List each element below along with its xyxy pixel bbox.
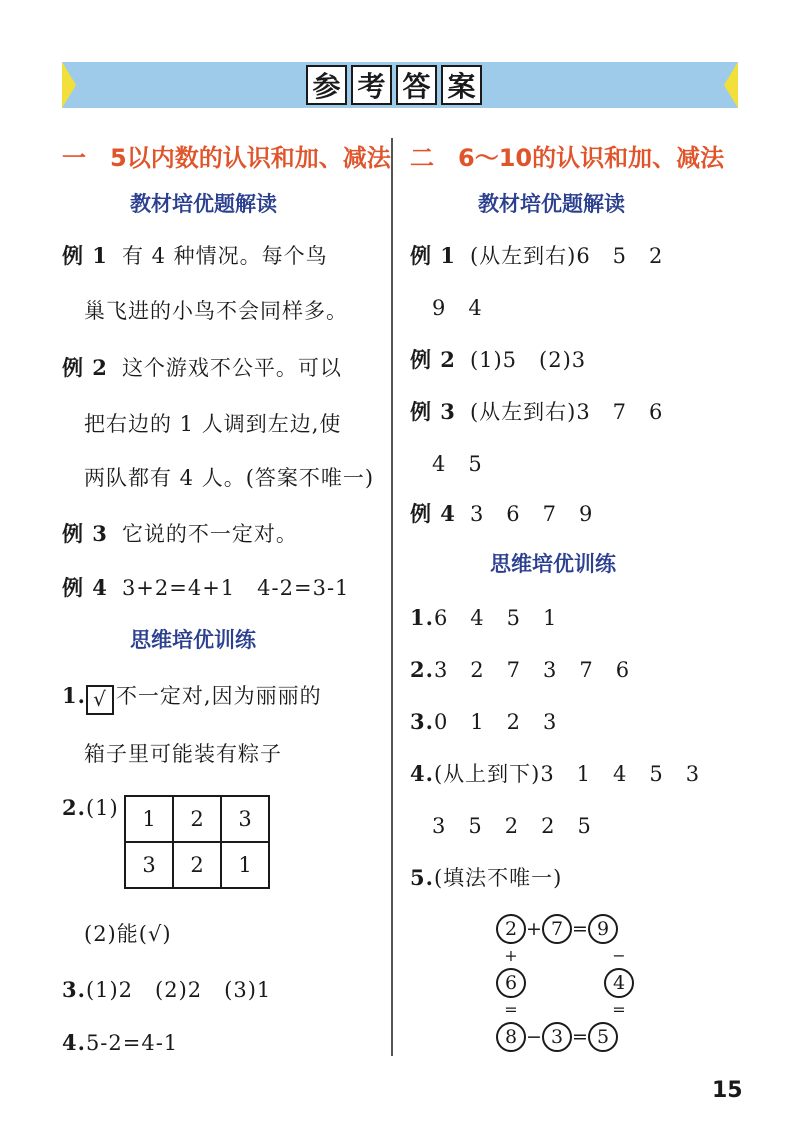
answer-grid	[124, 795, 270, 889]
right-example-4	[410, 498, 593, 528]
puzzle-operator: −	[526, 1026, 542, 1048]
puzzle-operator: +	[526, 918, 542, 940]
puzzle-circle: 7	[542, 914, 572, 944]
question-number: 1.	[62, 683, 86, 708]
right-subtitle-training: 思维培优训练	[490, 552, 616, 576]
column-divider	[391, 138, 393, 1056]
grid-cell: 1	[125, 796, 173, 842]
right-example-1	[410, 240, 663, 270]
example-text: 有 4 种情况。每个鸟	[121, 244, 328, 268]
puzzle-circle: 3	[542, 1022, 572, 1052]
left-question-2	[62, 795, 119, 820]
question-number: 4.	[62, 1030, 86, 1055]
question-number: 3.	[62, 977, 86, 1002]
right-example-3	[410, 396, 663, 426]
right-example-3-line2: 4 5	[432, 452, 483, 476]
question-text: 不一定对,因为丽丽的	[115, 684, 322, 708]
puzzle-operator: =	[572, 1026, 588, 1048]
example-text: 它说的不一定对。	[121, 522, 298, 546]
title-char: 参	[306, 65, 347, 105]
right-question-3	[410, 706, 557, 736]
question-text: (填法不唯一)	[433, 866, 563, 890]
right-section-title: 二 6～10的认识和加、减法	[410, 144, 725, 172]
left-question-1-line2: 箱子里可能装有粽子	[84, 742, 282, 766]
grid-cell: 1	[221, 842, 269, 888]
puzzle-left-middle	[496, 968, 526, 998]
question-text: (1)2 (2)2 (3)1	[85, 978, 272, 1002]
grid-cell: 2	[173, 796, 221, 842]
left-example-3	[62, 518, 298, 548]
left-subtitle-training: 思维培优训练	[130, 628, 256, 652]
left-example-2	[62, 352, 342, 382]
right-example-2	[410, 344, 586, 374]
right-question-4-line2: 3 5 2 2 5	[432, 814, 592, 838]
puzzle-right-middle	[604, 968, 634, 998]
left-example-1	[62, 240, 328, 270]
puzzle-circle: 4	[604, 968, 634, 998]
banner-left-triangle	[62, 62, 76, 108]
page-number: 15	[712, 1078, 743, 1103]
puzzle-circle: 6	[496, 968, 526, 998]
left-example-4	[62, 572, 349, 602]
right-question-5	[410, 862, 562, 892]
grid-cell: 3	[125, 842, 173, 888]
question-number: 3.	[410, 709, 434, 734]
question-number: 1.	[410, 605, 434, 630]
left-question-4	[62, 1030, 178, 1055]
page-title	[306, 63, 482, 107]
question-text: 3 2 7 3 7 6	[433, 658, 631, 682]
left-example-1-line2: 巢飞进的小鸟不会同样多。	[84, 299, 348, 323]
example-label: 例 2	[410, 347, 456, 372]
question-number: 4.	[410, 761, 434, 786]
example-label: 例 4	[410, 501, 456, 526]
example-label: 例 4	[62, 575, 108, 600]
puzzle-circle: 2	[496, 914, 526, 944]
question-text: (从上到下)3 1 4 5 3	[433, 762, 701, 786]
example-text: 3 6 7 9	[469, 502, 594, 526]
left-question-2-part2: (2)能(√)	[84, 922, 172, 946]
check-mark-box: √	[86, 685, 114, 715]
question-number: 2.	[62, 795, 86, 820]
example-label: 例 1	[410, 243, 456, 268]
left-question-1	[62, 680, 322, 715]
example-label: 例 2	[62, 355, 108, 380]
example-label: 例 3	[62, 521, 108, 546]
example-text: (1)5 (2)3	[469, 348, 587, 372]
grid-cell: 2	[173, 842, 221, 888]
right-question-4	[410, 758, 700, 788]
example-text: 这个游戏不公平。可以	[121, 356, 342, 380]
puzzle-right-vertical-operator: −	[612, 946, 626, 965]
left-example-2-line3: 两队都有 4 人。(答案不唯一)	[84, 466, 375, 490]
puzzle-left-equals: =	[504, 1000, 518, 1019]
question-text: 0 1 2 3	[433, 710, 558, 734]
puzzle-top-row	[496, 914, 618, 944]
puzzle-circle: 8	[496, 1022, 526, 1052]
question-number: 2.	[410, 657, 434, 682]
puzzle-bottom-row	[496, 1022, 618, 1052]
right-question-2	[410, 654, 630, 684]
grid-cell: 3	[221, 796, 269, 842]
example-label: 例 1	[62, 243, 108, 268]
question-text: 5-2=4-1	[85, 1031, 179, 1055]
left-question-3	[62, 974, 271, 1004]
puzzle-right-equals: =	[612, 1000, 626, 1019]
puzzle-left-vertical-operator: +	[504, 946, 518, 965]
title-char: 答	[396, 65, 437, 105]
example-text: 3+2=4+1 4-2=3-1	[121, 576, 350, 600]
question-text: 6 4 5 1	[433, 606, 558, 630]
banner-right-triangle	[724, 62, 738, 108]
puzzle-circle: 5	[588, 1022, 618, 1052]
left-section-title: 一 5以内数的认识和加、减法	[62, 144, 391, 172]
left-subtitle-textbook: 教材培优题解读	[130, 192, 277, 216]
right-example-1-line2: 9 4	[432, 296, 483, 320]
title-char: 考	[351, 65, 392, 105]
example-text: (从左到右)3 7 6	[469, 400, 664, 424]
question-number: 5.	[410, 865, 434, 890]
title-char: 案	[441, 65, 482, 105]
example-label: 例 3	[410, 399, 456, 424]
left-example-2-line2: 把右边的 1 人调到左边,使	[84, 412, 342, 436]
right-question-1	[410, 602, 557, 632]
example-text: (从左到右)6 5 2	[469, 244, 664, 268]
right-subtitle-textbook: 教材培优题解读	[478, 192, 625, 216]
question-part-1: (1)	[85, 796, 119, 820]
puzzle-circle: 9	[588, 914, 618, 944]
puzzle-operator: =	[572, 918, 588, 940]
